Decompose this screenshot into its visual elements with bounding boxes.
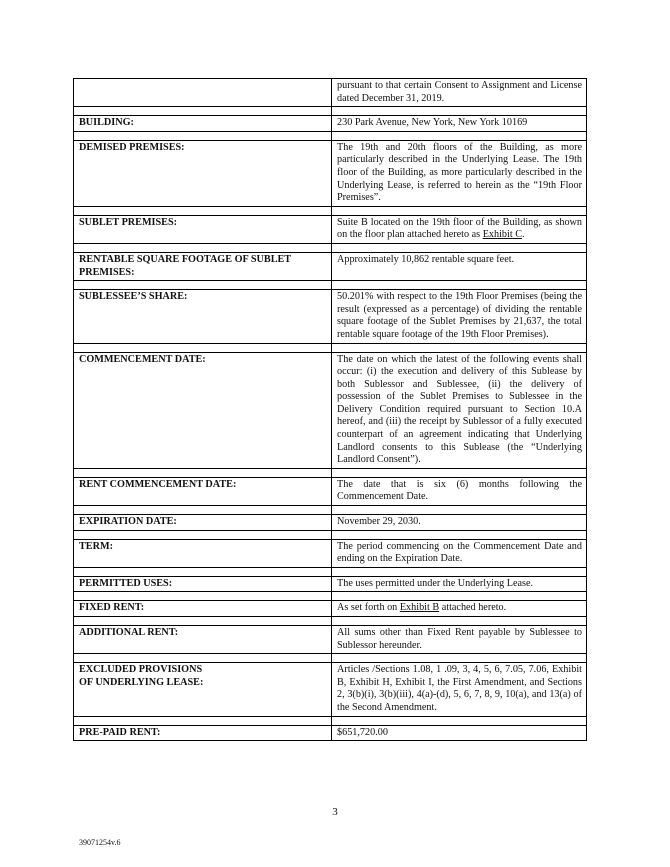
- term-label: PERMITTED USES:: [74, 576, 332, 592]
- term-value: $651,720.00: [332, 725, 587, 741]
- term-value: 50.201% with respect to the 19th Floor Premises (being the result (expressed as a percentage) of dividing the rentable square footage of the Sublet Premises by 21,637, the total rentable square footage of the 19th Floor Premises).: [332, 290, 587, 343]
- term-label: FIXED RENT:: [74, 601, 332, 617]
- spacer-row: [74, 206, 587, 215]
- spacer-row: [74, 592, 587, 601]
- table-row: [74, 79, 587, 107]
- term-label: PRE-PAID RENT:: [74, 725, 332, 741]
- term-label: SUBLET PREMISES:: [74, 215, 332, 243]
- term-value: Articles /Sections 1.08, 1 .09, 3, 4, 5, 6, 7.05, 7.06, Exhibit B, Exhibit H, Exhibit I, the First Amendment, and Sections 2, 3(b)(i), 3(b)(iii), 4(a)-(d), 5, 6, 7, 8, 9, 10(a), and 13(a) of the Second Amendment.: [332, 663, 587, 716]
- table-row: [74, 215, 587, 243]
- spacer-row: [74, 617, 587, 626]
- term-value: pursuant to that certain Consent to Assignment and License dated December 31, 2019.: [332, 79, 587, 107]
- exhibit-reference: Exhibit B: [399, 602, 440, 614]
- table-row: [74, 140, 587, 206]
- table-row: [74, 116, 587, 132]
- table-row: [74, 663, 587, 716]
- term-value: The date on which the latest of the following events shall occur: (i) the execution and delivery of this Sublease by both Sublessor and Sublessee, (ii) the delivery of possession of the Sublet Premises to Sublessee in the Delivery Condition required pursuant to Section 10.A hereof, and (iii) the receipt by Sublessor of a fully executed counterpart of an agreement indicating that Underlying Landlord consents to this Sublease (the “Underlying Landlord Consent”).: [332, 352, 587, 468]
- spacer-row: [74, 243, 587, 252]
- table-row: [74, 515, 587, 531]
- term-label: RENTABLE SQUARE FOOTAGE OF SUBLET PREMISES:: [74, 252, 332, 280]
- term-label: COMMENCEMENT DATE:: [74, 352, 332, 468]
- table-row: [74, 539, 587, 567]
- table-row: [74, 477, 587, 505]
- term-label: DEMISED PREMISES:: [74, 140, 332, 206]
- term-value: 230 Park Avenue, New York, New York 10169: [332, 116, 587, 132]
- table-row: [74, 352, 587, 468]
- term-label: TERM:: [74, 539, 332, 567]
- table-row: [74, 290, 587, 343]
- table-row: [74, 626, 587, 654]
- term-value-text: As set forth on: [337, 602, 400, 614]
- term-value-text: .: [522, 229, 525, 241]
- page-number: 3: [332, 806, 338, 818]
- term-label: SUBLESSEE’S SHARE:: [74, 290, 332, 343]
- term-value: All sums other than Fixed Rent payable by Sublessee to Sublessor hereunder.: [332, 626, 587, 654]
- term-value: The period commencing on the Commencement Date and ending on the Expiration Date.: [332, 539, 587, 567]
- spacer-row: [74, 506, 587, 515]
- spacer-row: [74, 468, 587, 477]
- term-value-text: Suite B located on the 19th floor of the Building, as shown on the floor plan attached hereto as: [337, 216, 582, 241]
- spacer-row: [74, 567, 587, 576]
- spacer-row: [74, 281, 587, 290]
- term-label: RENT COMMENCEMENT DATE:: [74, 477, 332, 505]
- term-value: [332, 601, 587, 617]
- term-label: BUILDING:: [74, 116, 332, 132]
- spacer-row: [74, 343, 587, 352]
- spacer-row: [74, 131, 587, 140]
- spacer-row: [74, 716, 587, 725]
- term-value: The date that is six (6) months following the Commencement Date.: [332, 477, 587, 505]
- term-value: The 19th and 20th floors of the Building, as more particularly described in the Underlying Lease. The 19th floor of the Building, as more particularly described in the Underlying Lease, is referred to herein as the “19th Floor Premises”.: [332, 140, 587, 206]
- spacer-row: [74, 107, 587, 116]
- table-row: [74, 252, 587, 280]
- table-row: [74, 601, 587, 617]
- term-label: ADDITIONAL RENT:: [74, 626, 332, 654]
- table-row: [74, 576, 587, 592]
- exhibit-reference: Exhibit C: [482, 229, 523, 241]
- spacer-row: [74, 654, 587, 663]
- lease-terms-table: [73, 78, 587, 741]
- term-value: Approximately 10,862 rentable square feet.: [332, 252, 587, 280]
- term-value: November 29, 2030.: [332, 515, 587, 531]
- term-label: [74, 79, 332, 107]
- document-id: 39071254v.6: [79, 838, 121, 847]
- term-value-text: attached hereto.: [439, 602, 507, 614]
- term-value: The uses permitted under the Underlying Lease.: [332, 576, 587, 592]
- term-label: [74, 663, 332, 716]
- table-row: [74, 725, 587, 741]
- term-value: [332, 215, 587, 243]
- spacer-row: [74, 530, 587, 539]
- term-label-line: OF UNDERLYING LEASE:: [79, 676, 204, 688]
- term-label: EXPIRATION DATE:: [74, 515, 332, 531]
- term-label-line: EXCLUDED PROVISIONS: [79, 664, 203, 676]
